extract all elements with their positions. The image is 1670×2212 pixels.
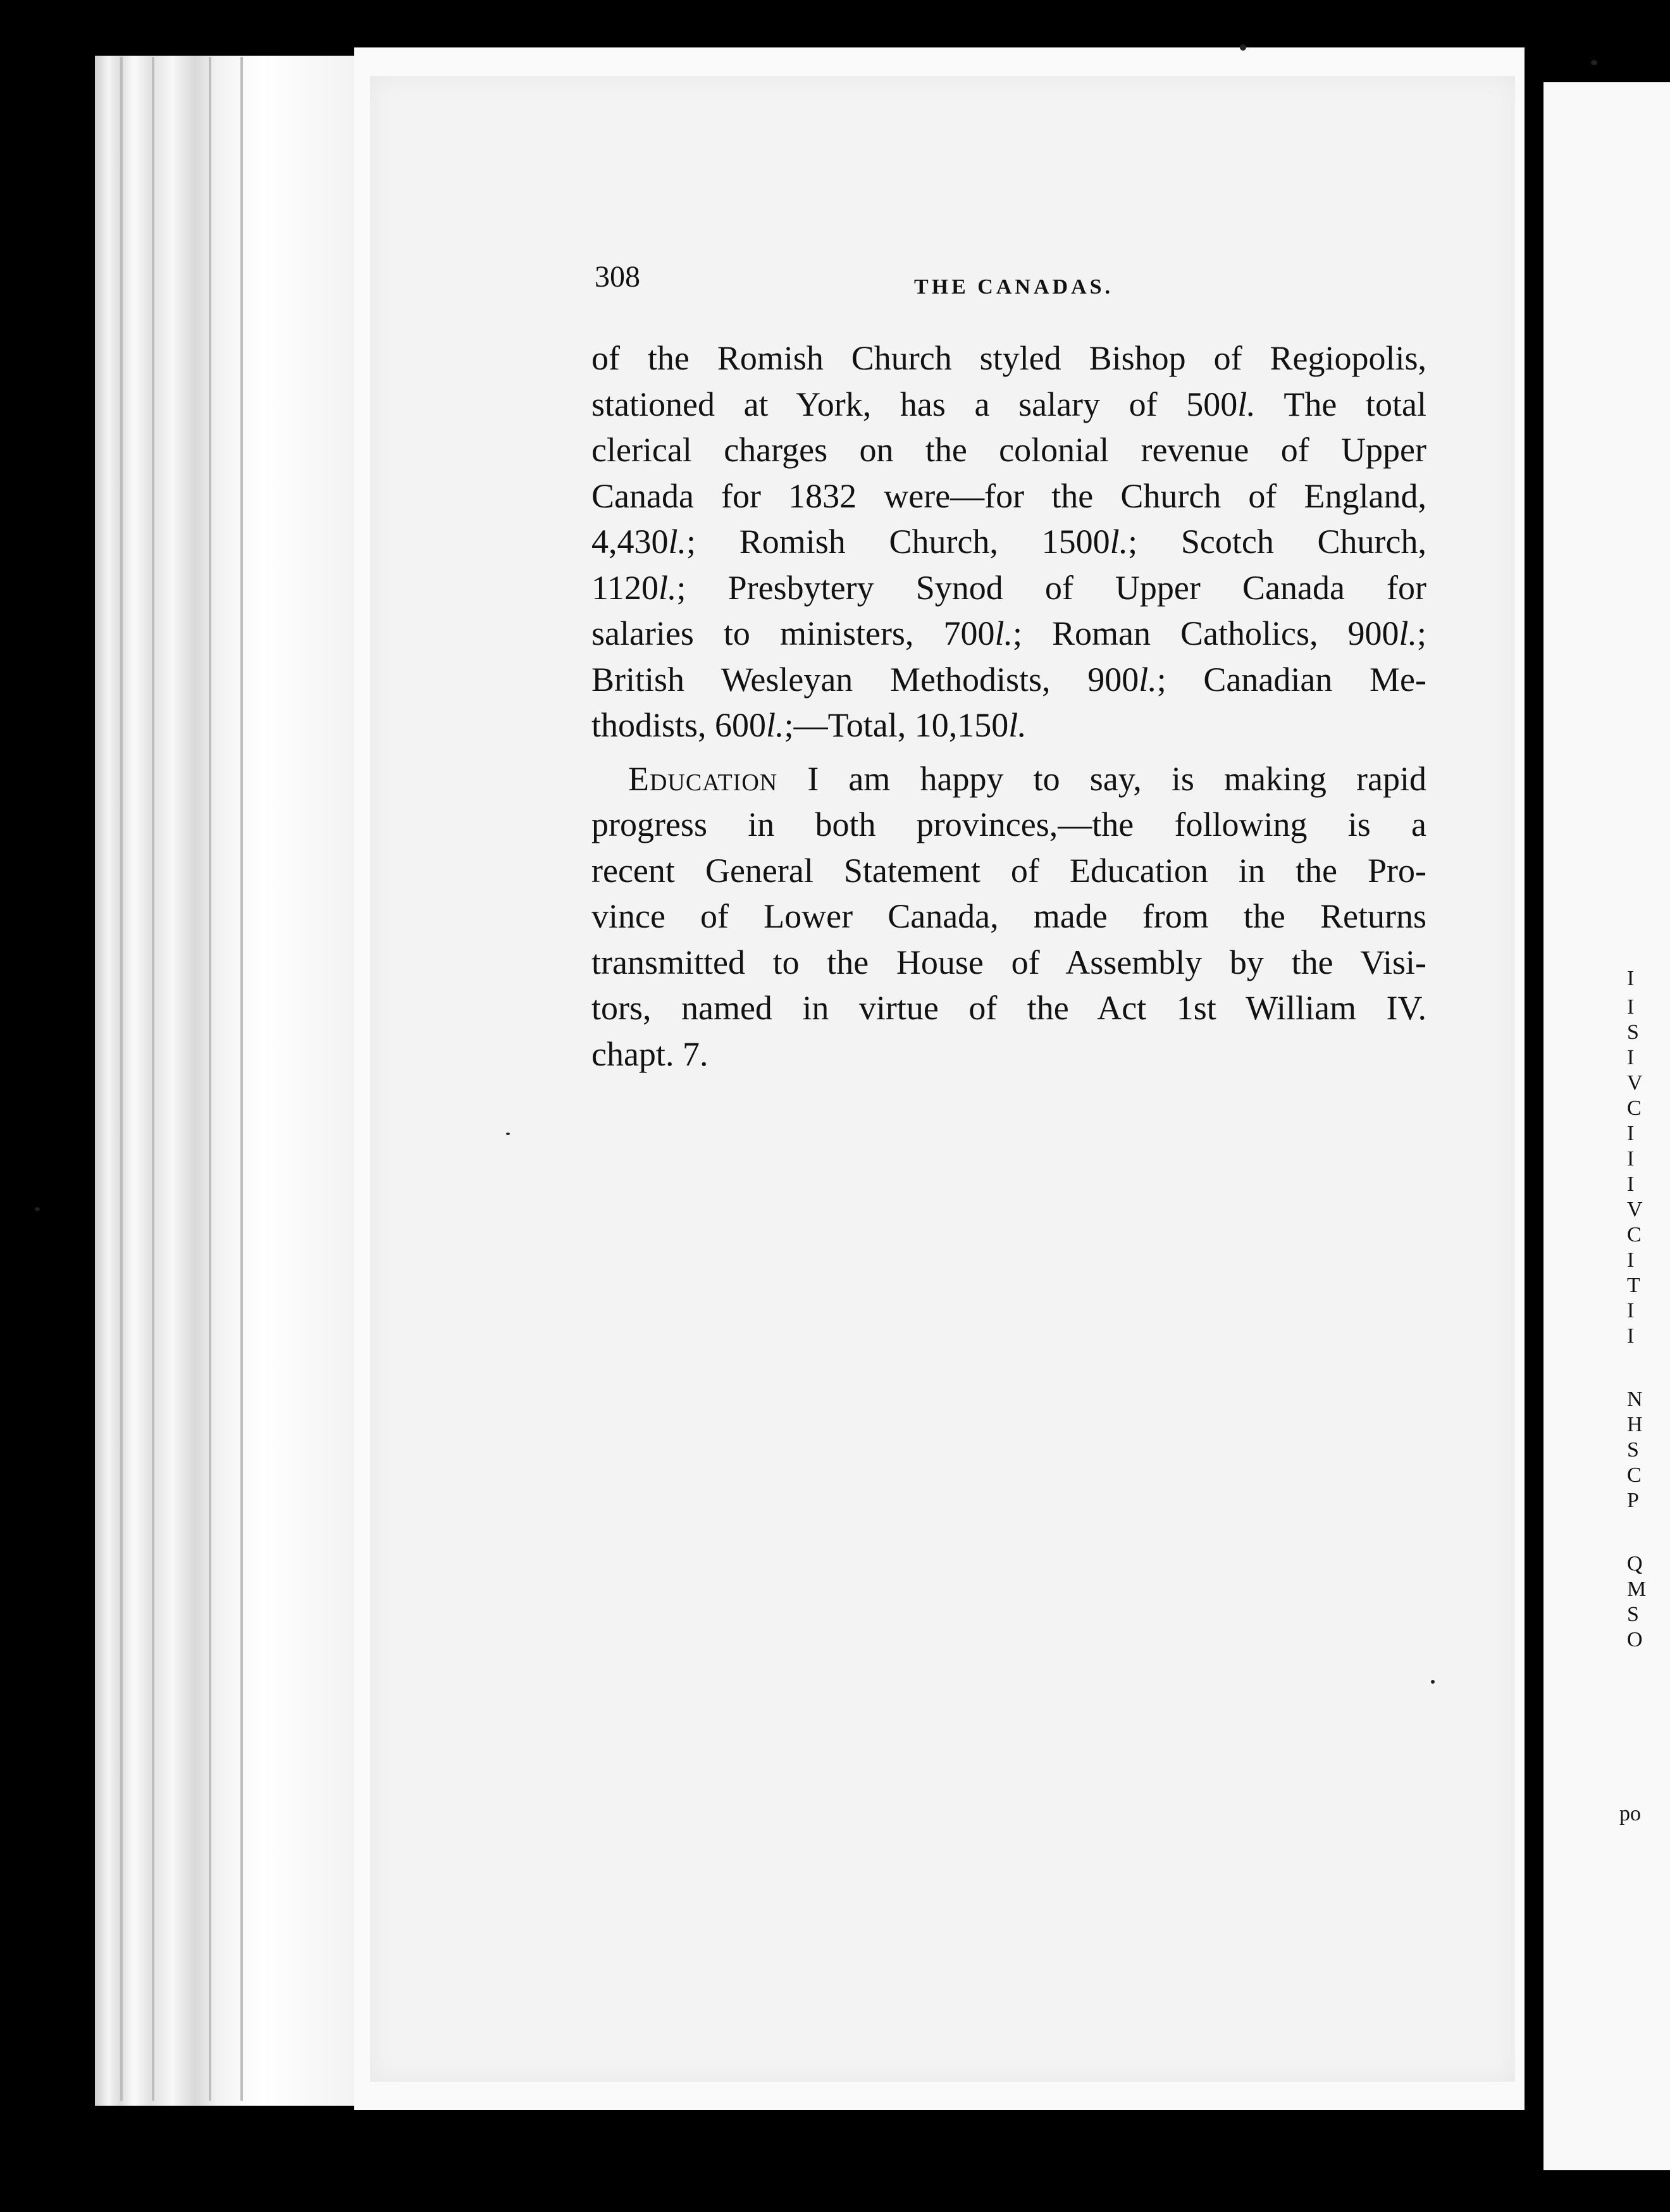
facing-page-fragment: S <box>1627 1603 1639 1626</box>
text-line-rest: I am happy to say, is making rapid <box>777 759 1426 798</box>
text-line: Canada for 1832 were—for the Church of England, <box>591 476 1426 515</box>
facing-page-fragment: I <box>1627 1172 1635 1196</box>
text-line: British Wesleyan Methodists, 900l.; Canadian Me- <box>591 660 1426 699</box>
facing-page-fragment: I <box>1627 1324 1635 1348</box>
facing-page-fragment: I <box>1627 995 1635 1019</box>
scan-speck <box>506 1133 510 1135</box>
facing-page-fragment: Q <box>1627 1552 1643 1575</box>
text-line: salaries to ministers, 700l.; Roman Catholics, 900l.; <box>591 614 1426 652</box>
facing-page-fragment: N <box>1627 1388 1643 1411</box>
facing-page-fragment: H <box>1627 1413 1643 1436</box>
facing-page-fragment: I <box>1627 967 1635 990</box>
facing-page-fragment: C <box>1627 1463 1642 1487</box>
page-edge-line <box>209 57 211 2101</box>
facing-page-fragment: I <box>1627 1299 1635 1322</box>
text-line: progress in both provinces,—the following is a <box>591 805 1426 843</box>
facing-page-fragment: S <box>1627 1021 1639 1044</box>
text-line: vince of Lower Canada, made from the Returns <box>591 897 1426 935</box>
text-line: 4,430l.; Romish Church, 1500l.; Scotch Church, <box>591 523 1426 561</box>
facing-page-fragment: P <box>1627 1489 1639 1512</box>
text-line: of the Romish Church styled Bishop of Regiopolis, <box>591 339 1426 377</box>
facing-page-fragment: V <box>1627 1198 1643 1221</box>
text-line: stationed at York, has a salary of 500l. The total <box>591 385 1426 423</box>
page-header <box>595 259 1151 297</box>
scan-speck <box>1240 44 1246 51</box>
text-line: recent General Statement of Education in the Pro- <box>591 851 1426 890</box>
facing-page-fragment: I <box>1627 1046 1635 1069</box>
paragraph-1 <box>591 335 1426 749</box>
facing-page-fragment: I <box>1627 1147 1635 1171</box>
text-line: transmitted to the House of Assembly by the Visi- <box>591 943 1426 981</box>
facing-page-fragment: po <box>1619 1802 1641 1825</box>
facing-page-fragment: C <box>1627 1097 1642 1120</box>
scan-speck <box>1431 1680 1435 1684</box>
running-head: THE CANADAS. <box>914 275 1114 299</box>
page-number: 308 <box>595 260 640 294</box>
facing-page-fragment: M <box>1627 1577 1647 1601</box>
stacked-page-edges <box>95 56 373 2106</box>
scan-speck <box>1591 60 1597 65</box>
text-line: tors, named in virtue of the Act 1st William IV. <box>591 989 1426 1027</box>
paragraph-lead-word: Education <box>628 759 778 798</box>
facing-page-fragment: C <box>1627 1223 1642 1246</box>
facing-page-fragment: O <box>1627 1628 1643 1651</box>
facing-page-fragment: I <box>1627 1122 1635 1145</box>
text-line: chapt. 7. <box>591 1035 708 1073</box>
page-edge-line <box>120 57 123 2101</box>
body-text <box>591 335 1426 1077</box>
facing-page-edge <box>1543 82 1670 2170</box>
text-line: 1120l.; Presbytery Synod of Upper Canada for <box>591 568 1426 607</box>
paragraph-2 <box>591 756 1426 1078</box>
text-line: thodists, 600l.;—Total, 10,150l. <box>591 706 1027 744</box>
facing-page-fragment: V <box>1627 1071 1643 1095</box>
facing-page-fragment: T <box>1627 1274 1640 1297</box>
page-edge-line <box>152 57 154 2101</box>
scan-speck <box>35 1207 40 1211</box>
text-line: clerical charges on the colonial revenue of Upper <box>591 431 1426 469</box>
page-edge-line <box>240 57 243 2101</box>
text-line <box>591 756 1426 802</box>
facing-page-fragment: S <box>1627 1438 1639 1462</box>
facing-page-fragment: I <box>1627 1248 1635 1272</box>
